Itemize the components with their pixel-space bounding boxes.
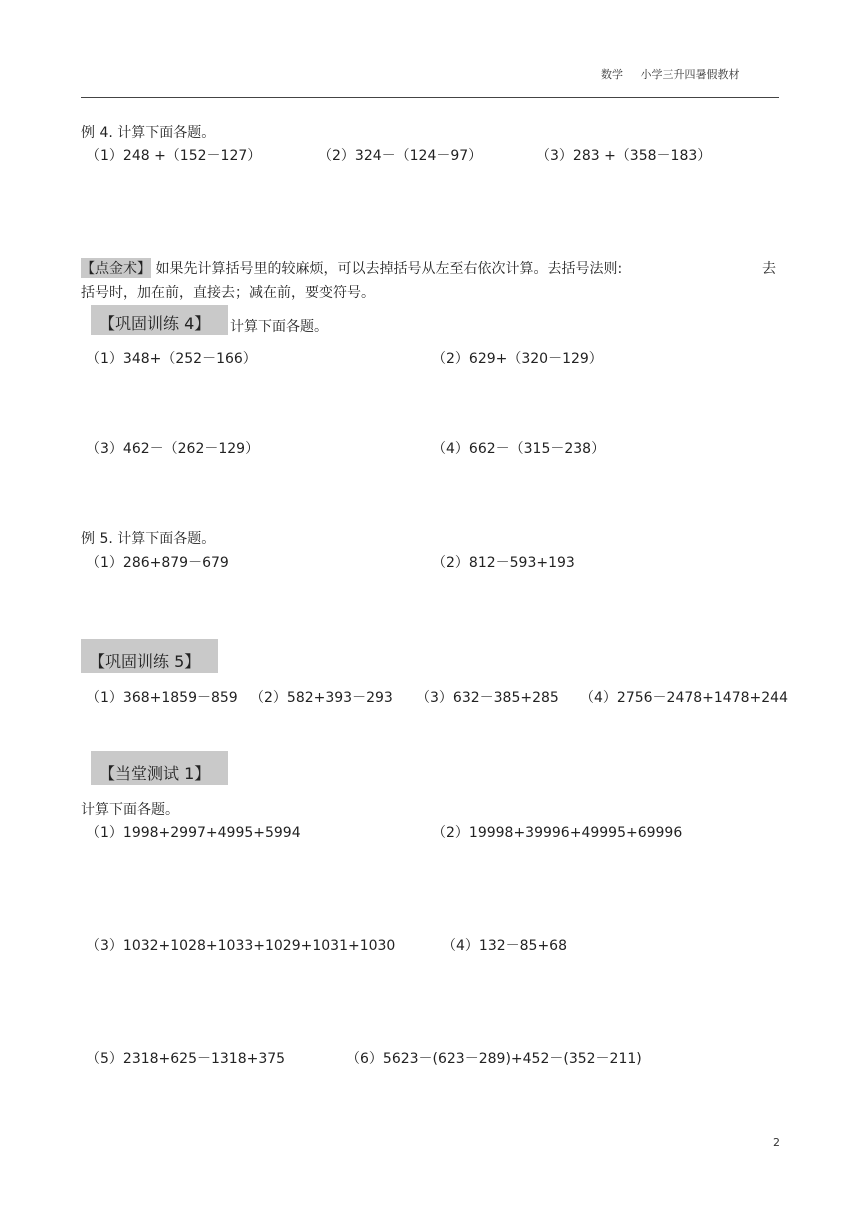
tip-line-1 <box>81 258 622 278</box>
example5-title: 例 5. 计算下面各题。 <box>81 531 216 547</box>
test1-item-1: （1）1998+2997+4995+5994 <box>86 825 301 841</box>
practice4-label: 【巩固训练 4】 <box>91 305 228 335</box>
practice4-item-4: （4）662－（315－238） <box>432 441 606 457</box>
practice5-item-1: （1）368+1859－859 <box>86 690 238 706</box>
page-header <box>601 66 739 82</box>
practice4-item-1: （1）348+（252－166） <box>86 351 257 367</box>
tip-text-1-end: 去 <box>762 261 776 277</box>
test1-instruction: 计算下面各题。 <box>81 802 179 818</box>
example5-item-2: （2）812－593+193 <box>432 555 575 571</box>
example4-item-3: （3）283 +（358－183） <box>536 148 712 164</box>
practice5-item-4: （4）2756－2478+1478+244 <box>580 690 788 706</box>
test1-item-3: （3）1032+1028+1033+1029+1031+1030 <box>86 938 396 954</box>
example4-item-1: （1）248 +（152－127） <box>86 148 262 164</box>
test1-item-6: （6）5623－(623－289)+452－(352－211) <box>346 1051 642 1067</box>
practice4-item-2: （2）629+（320－129） <box>432 351 603 367</box>
test1-item-4: （4）132－85+68 <box>442 938 567 954</box>
test1-item-5: （5）2318+625－1318+375 <box>86 1051 286 1067</box>
header-book-title: 小学三升四暑假教材 <box>640 68 740 81</box>
practice4-item-3: （3）462－（262－129） <box>86 441 260 457</box>
example5-item-1: （1）286+879－679 <box>86 555 229 571</box>
practice5-label: 【巩固训练 5】 <box>81 639 218 673</box>
header-rule <box>81 97 779 98</box>
example4-title: 例 4. 计算下面各题。 <box>81 125 216 141</box>
example4-item-2: （2）324－（124－97） <box>318 148 483 164</box>
page-number: 2 <box>773 1136 780 1149</box>
test1-label: 【当堂测试 1】 <box>91 751 228 785</box>
tip-label: 【点金术】 <box>81 258 151 278</box>
header-subject: 数学 <box>601 68 623 81</box>
practice5-item-2: （2）582+393－293 <box>250 690 393 706</box>
tip-text-1: 如果先计算括号里的较麻烦，可以去掉括号从左至右依次计算。去括号法则: <box>155 261 623 277</box>
tip-text-2: 括号时，加在前，直接去；减在前，要变符号。 <box>81 285 375 301</box>
practice5-item-3: （3）632－385+285 <box>416 690 559 706</box>
test1-item-2: （2）19998+39996+49995+69996 <box>432 825 683 841</box>
practice4-instruction: 计算下面各题。 <box>230 319 328 335</box>
